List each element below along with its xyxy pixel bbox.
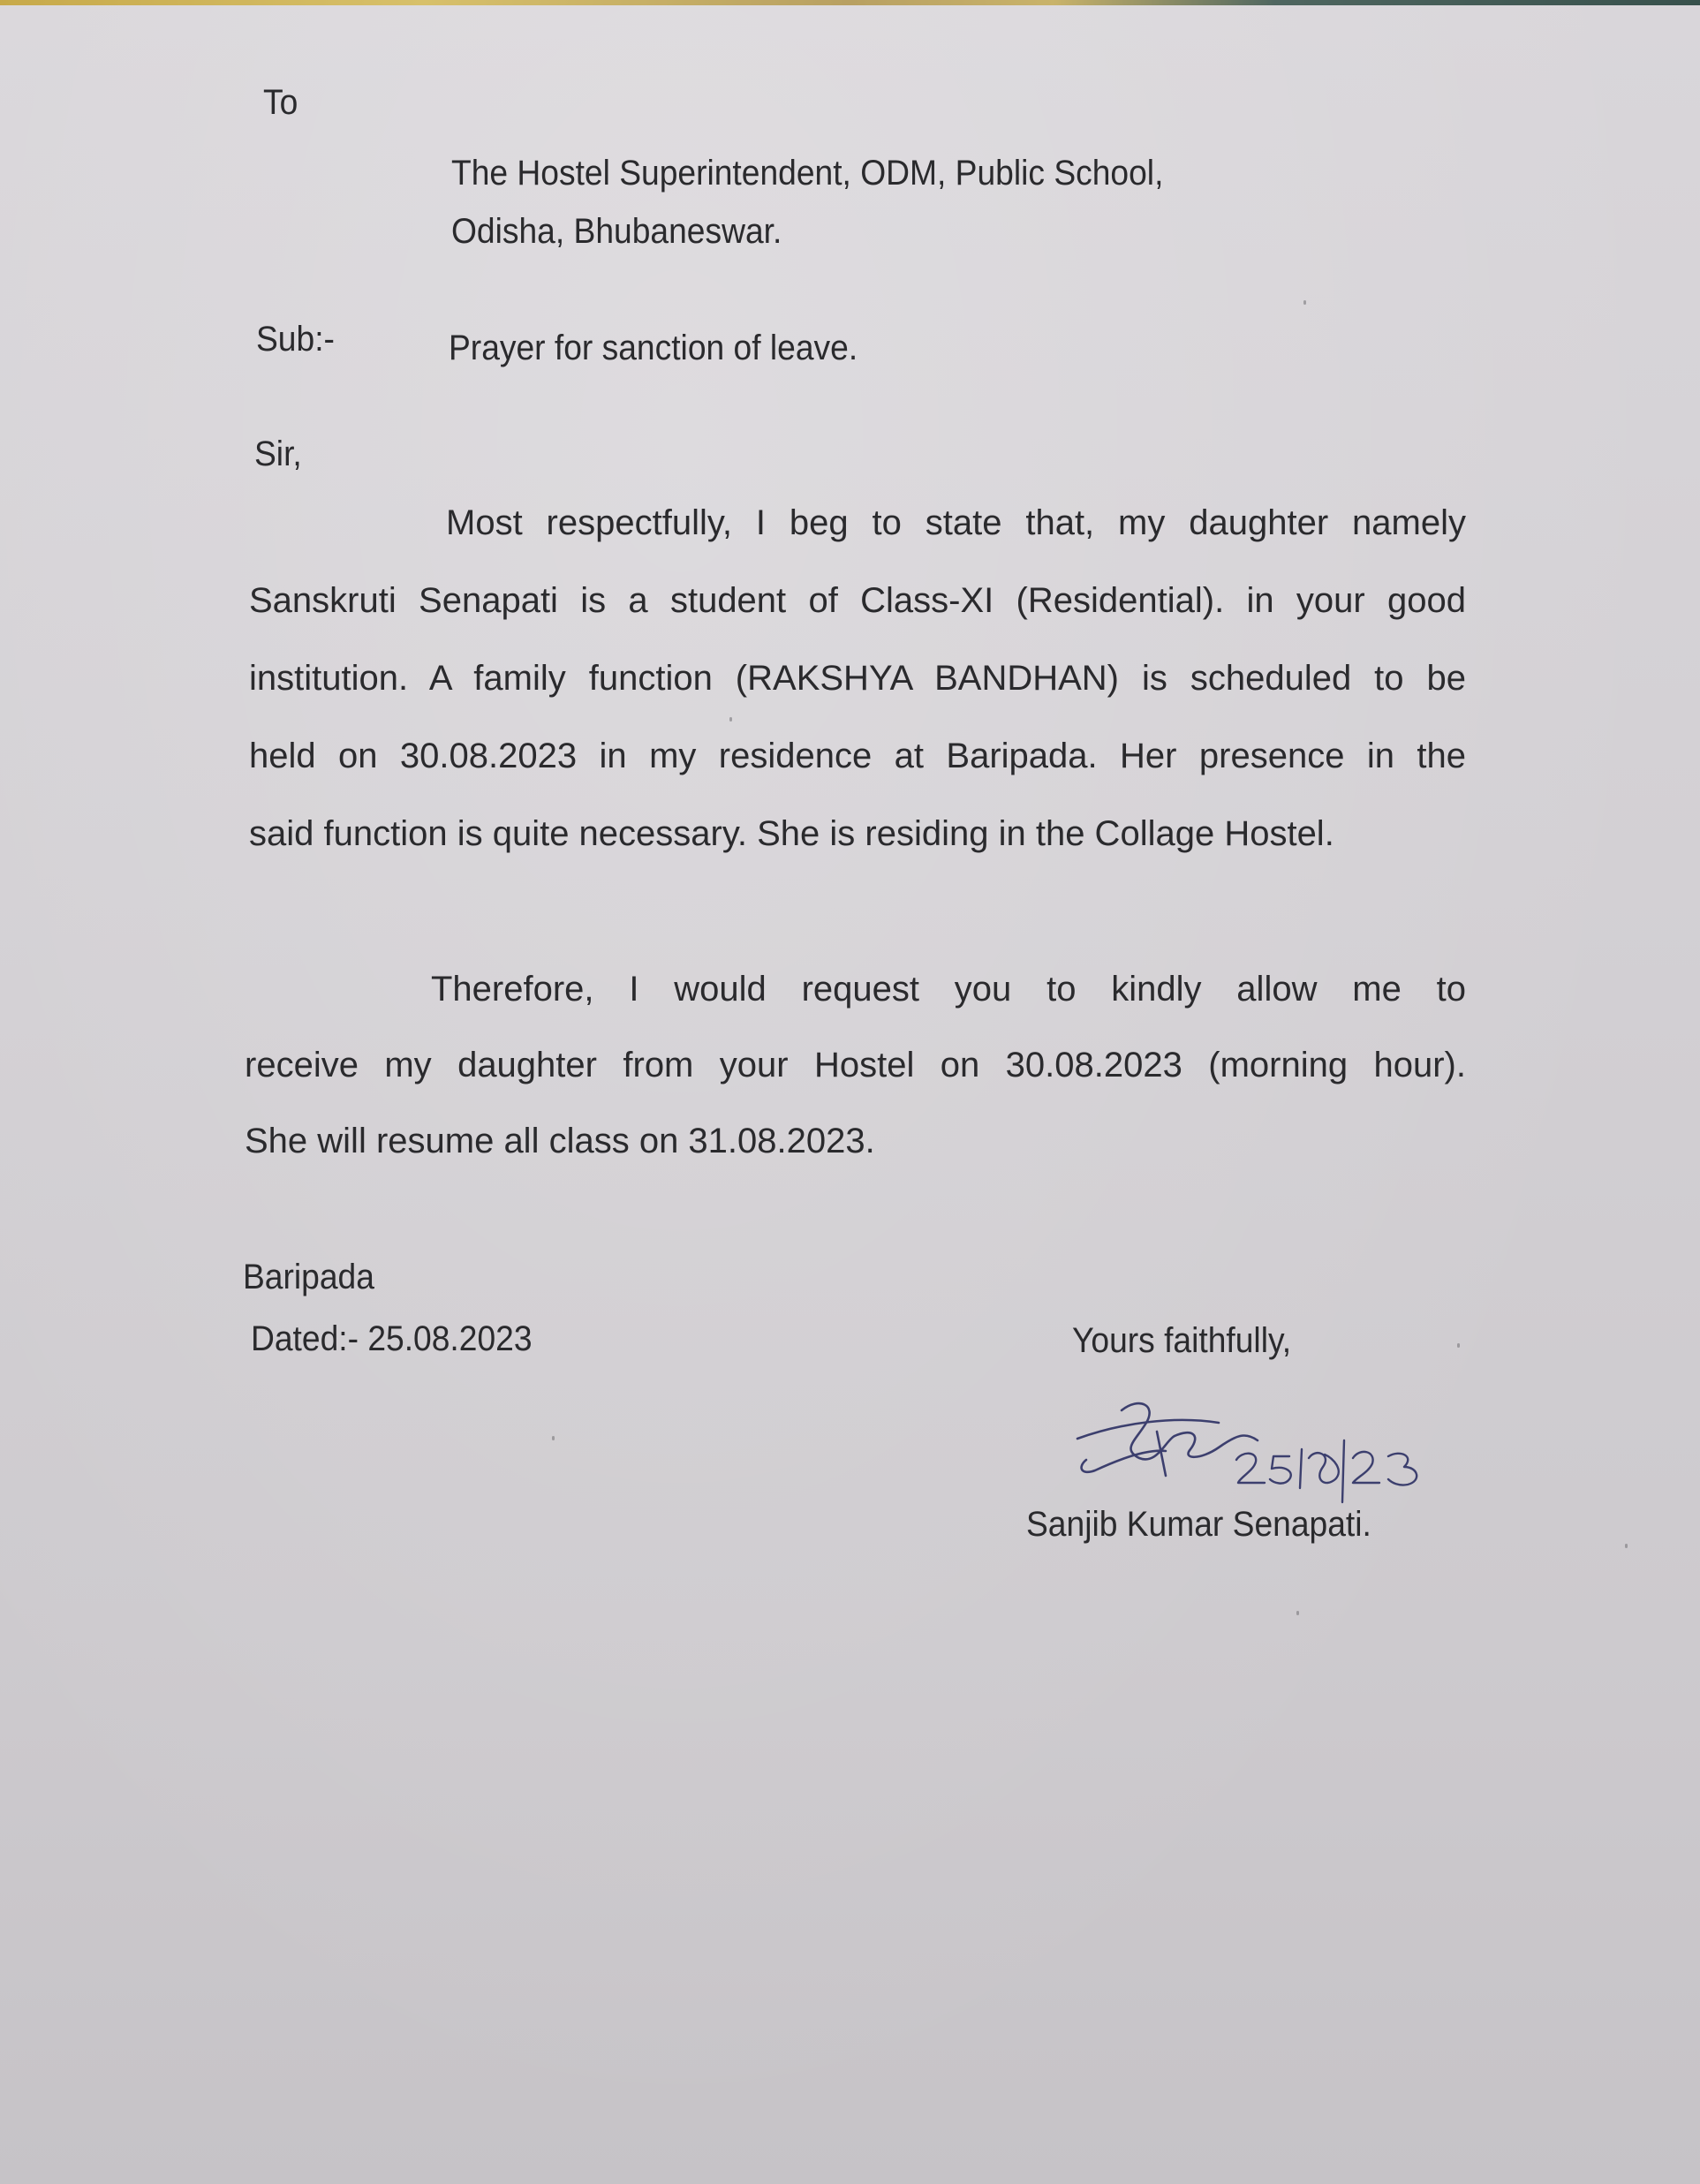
paper-speck <box>1457 1343 1460 1348</box>
signature-date-slash <box>1342 1440 1344 1502</box>
signature-date-digit <box>1388 1454 1417 1485</box>
to-label: To <box>263 83 298 122</box>
closing: Yours faithfully, <box>1072 1321 1292 1360</box>
paragraph-1-line: institution. A family function (RAKSHYA BANDHAN) is scheduled to be <box>249 659 1466 698</box>
signature-stroke <box>1082 1451 1166 1472</box>
letter-page <box>0 5 1700 2184</box>
signature <box>1069 1396 1475 1511</box>
paper-speck <box>729 717 732 722</box>
recipient-line-2: Odisha, Bhubaneswar. <box>451 212 782 251</box>
paragraph-2-line: She will resume all class on 31.08.2023. <box>245 1122 875 1160</box>
paper-speck <box>1303 300 1306 305</box>
signatory-name: Sanjib Kumar Senapati. <box>1026 1505 1371 1544</box>
signature-date-digit <box>1309 1453 1339 1483</box>
signature-date-digit <box>1236 1454 1265 1483</box>
signature-date-digit <box>1270 1456 1291 1484</box>
paper-speck <box>552 1436 555 1440</box>
subject-label: Sub:- <box>256 320 335 359</box>
paper-speck <box>1296 1611 1299 1615</box>
signature-date-slash <box>1300 1449 1302 1488</box>
paragraph-2-line: receive my daughter from your Hostel on 30.08.2023 (morning hour). <box>245 1046 1466 1084</box>
signature-date-digit <box>1353 1452 1379 1483</box>
paragraph-1-line: held on 30.08.2023 in my residence at Baripada. Her presence in the <box>249 737 1466 775</box>
dated: Dated:- 25.08.2023 <box>251 1319 533 1358</box>
paper-speck <box>1625 1544 1628 1548</box>
subject-text: Prayer for sanction of leave. <box>449 329 858 367</box>
recipient-line-1: The Hostel Superintendent, ODM, Public School, <box>451 154 1164 193</box>
signature-date <box>1236 1440 1417 1502</box>
paragraph-1-line: Most respectfully, I beg to state that, my daughter namely <box>446 503 1466 542</box>
greeting: Sir, <box>254 435 302 473</box>
signature-stroke <box>1077 1420 1219 1439</box>
place: Baripada <box>243 1258 374 1296</box>
paragraph-2-line: Therefore, I would request you to kindly allow me to <box>431 970 1466 1009</box>
paragraph-1-line: Sanskruti Senapati is a student of Class-XI (Residential). in your good <box>249 581 1466 620</box>
paragraph-1-line: said function is quite necessary. She is residing in the Collage Hostel. <box>249 814 1334 853</box>
